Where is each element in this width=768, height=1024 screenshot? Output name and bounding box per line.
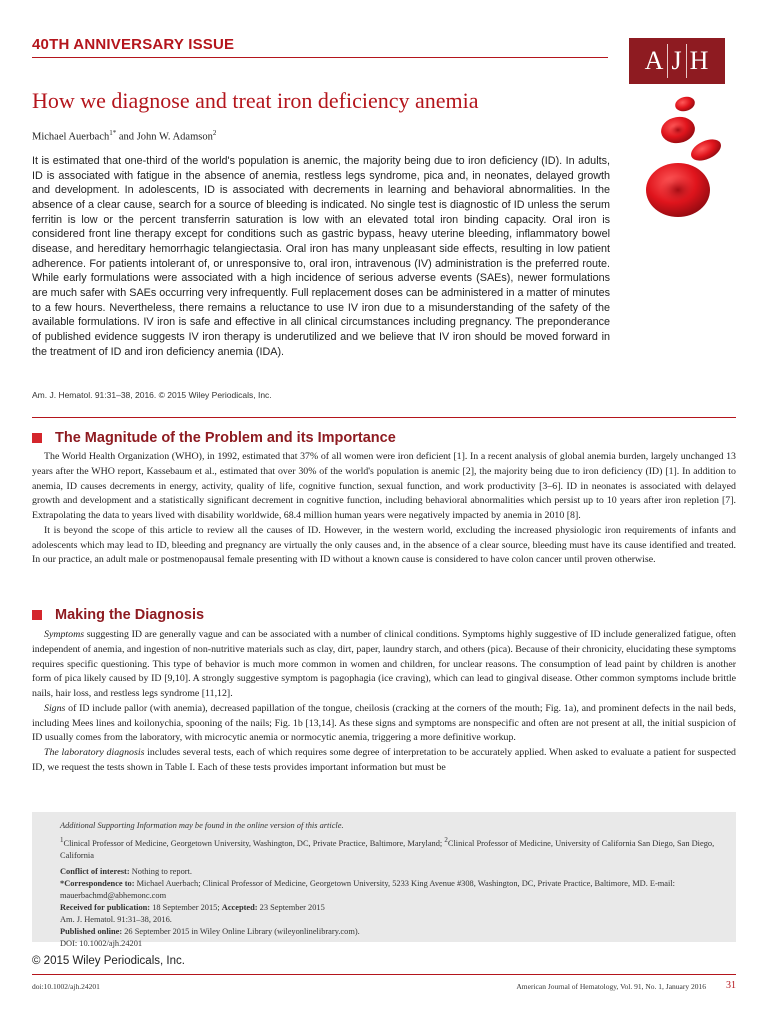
article-title: How we diagnose and treat iron deficiency anemia	[32, 88, 479, 113]
small-cell	[674, 95, 697, 114]
published-online: Published online: 26 September 2015 in Wiley Online Library (wileyonlinelibrary.com).	[60, 926, 360, 936]
author-2: John W. Adamson	[136, 131, 213, 143]
large-cell	[646, 163, 710, 217]
tilted-cell	[688, 135, 725, 165]
section-body-diagnosis	[32, 628, 736, 776]
paragraph: The laboratory diagnosis includes several tests, each of which requires some degree of interpretation to be accurately applied. When asked to evaluate a patient for suspected ID, we request the tests shown in Table I. Each of these tests provides important information but must be	[32, 747, 736, 773]
footnotes	[60, 820, 730, 950]
affiliations: $^1$Clinical Professor of Medicine, Georgetown University, Washington, DC, Private Practice, Baltimore, Maryland; $^2$Clinical Professor of Medicine, University of California San Diego, San Diego, California	[60, 836, 715, 860]
footer-doi: doi:10.1002/ajh.24201	[32, 982, 100, 991]
author-1: Michael Auerbach	[32, 131, 110, 143]
author-line: Michael Auerbach$^{1*}$ and John W. Adamson$^2$	[32, 129, 217, 143]
supporting-info-note: Additional Supporting Information may be found in the online version of this article.	[60, 821, 344, 830]
section-marker-icon	[32, 433, 42, 443]
copyright: © 2015 Wiley Periodicals, Inc.	[32, 955, 185, 967]
paragraph: Symptoms suggesting ID are generally vague and can be associated with a number of clinical conditions. Symptoms highly suggestive of ID include generalized fatigue, often independent of anemia, and ingestion of non-nutritive materials such as clay, dirt, paper, laundry starch, and others (pica). Because of their chronicity, elucidating these symptoms requires specific questioning. This type of behavior is much more common in women and children, for unclear reasons. The consumption of lead paint by children is another form of pica likely caused by ID [9,10]. A strongly suggestive symptom is pagophagia (ice craving), which can lead to gingival disease. Other common symptoms include brittle nails, hair loss, and restless legs syndrome [11,12].	[32, 629, 736, 699]
page-number: 31	[726, 980, 736, 991]
section-marker-icon	[32, 610, 42, 620]
red-blood-cells-illustration	[640, 94, 730, 224]
header-divider	[32, 57, 608, 58]
paragraph: The World Health Organization (WHO), in 1992, estimated that 37% of all women were iron deficient [1]. In a recent analysis of global anemia burden, largely unchanged 13 years after the WHO report, Kassebaum et al., estimated that over 30% of the world's population is anemic [2], the majority being due to iron deficiency (ID) [1]. In addition to anemia, ID causes decrements in energy, activity, quality of life, cognitive function, sexual function, and work productivity [3–6]. ID in neonates is associated with delayed growth and development and a statistically significant decrement in cognitive function, including behavioral abnormalities which persist up to 10 years after iron repletion [7]. Extrapolating the data to years lived with disability worldwide, 68.4 million human years were negatively impacted by anemia in 2010 [8].	[32, 451, 736, 521]
footer-divider	[32, 974, 736, 975]
doi-note: DOI: 10.1002/ajh.24201	[60, 938, 143, 948]
footer-journal-info: American Journal of Hematology, Vol. 91, No. 1, January 2016	[516, 982, 706, 991]
journal-reference: Am. J. Hematol. 91:31–38, 2016.	[60, 914, 172, 924]
logo-letter-h: H	[689, 46, 710, 75]
section-heading-magnitude: The Magnitude of the Problem and its Importance	[32, 430, 396, 446]
received-accepted: Received for publication: 18 September 2015; Accepted: 23 September 2015	[60, 902, 325, 912]
paragraph: It is beyond the scope of this article to review all the causes of ID. However, in the western world, excluding the increased physiologic iron requirements of infants and adolescents which may lead to ID, bleeding and pregnancy are virtually the only causes and, in the absence of a clear source, bleeding must have its cause identified and treated. In our practice, an adult male or postmenopausal female presenting with ID without a known cause is considered to have colon cancer until proven otherwise.	[32, 524, 736, 566]
logo-letter-j: J	[671, 46, 683, 75]
ajh-logo	[629, 38, 725, 84]
conflict-of-interest: Conflict of interest: Nothing to report.	[60, 866, 192, 876]
section-heading-diagnosis: Making the Diagnosis	[32, 607, 204, 623]
paragraph: Signs of ID include pallor (with anemia), decreased papillation of the tongue, cheilosis (cracking at the corners of the mouth; Fig. 1a), and prominent defects in the nail beds, including Mees lines and koilonychia, spooning of the nails; Fig. 1b [13,14]. As these signs and symptoms are nonspecific and often are not present at all, the initial suspicion of ID usually comes from the laboratory, with microcytic anemia or normocytic anemia, triggering a more definitive workup.	[32, 702, 736, 744]
abstract-divider	[32, 417, 736, 418]
section-body-magnitude	[32, 450, 736, 568]
abstract: It is estimated that one-third of the world's population is anemic, the majority being due to iron deficiency (ID). In adults, ID is associated with fatigue in the absence of anemia, restless legs syndrome, pica and, in neonates, delayed growth and development. In adolescents, ID is associated with decrements in learning and behavioral abnormalities. In the absence of a clear cause, search for a source of bleeding is indicated. No single test is diagnostic of ID unless the serum ferritin is low or the percent transferrin saturation is low with an elevated total iron binding capacity. Oral iron is considered front line therapy except for conditions such as gastric bypass, heavy uterine bleeding, inflammatory bowel disease, and hereditary hemorrhagic telangiectasia. Oral iron has many unpleasant side effects, resulting in low patient adherence. For patients intolerant of, or unresponsive to, oral iron, intravenous (IV) administration is the preferred route. While early formulations were associated with a high incidence of serious adverse events (SAEs), newer formulations are much safer with SAEs occurring very infrequently. Full replacement doses can be administered in a matter of minutes to a few hours. Nevertheless, there remains a reluctance to use IV iron due to a misunderstanding of the safety of the available formulations. IV iron is safe and effective in all clinical circumstances including pregnancy. The preponderance of published evidence suggests IV iron therapy is underutilized and we believe that IV iron should be moved forward in the treatment of ID and iron deficiency anemia (IDA).	[32, 155, 610, 358]
logo-letter-a: A	[644, 46, 665, 75]
medium-cell	[659, 114, 697, 146]
issue-label: 40TH ANNIVERSARY ISSUE	[32, 36, 235, 53]
correspondence: *Correspondence to: Michael Auerbach; Clinical Professor of Medicine, Georgetown University, 5233 King Avenue #308, Washington, DC, Private Practice, Baltimore, MD. E-mail: mauerbachmd@abhemonc.com	[60, 878, 676, 900]
abstract-citation: Am. J. Hematol. 91:31–38, 2016. © 2015 Wiley Periodicals, Inc.	[32, 390, 272, 400]
